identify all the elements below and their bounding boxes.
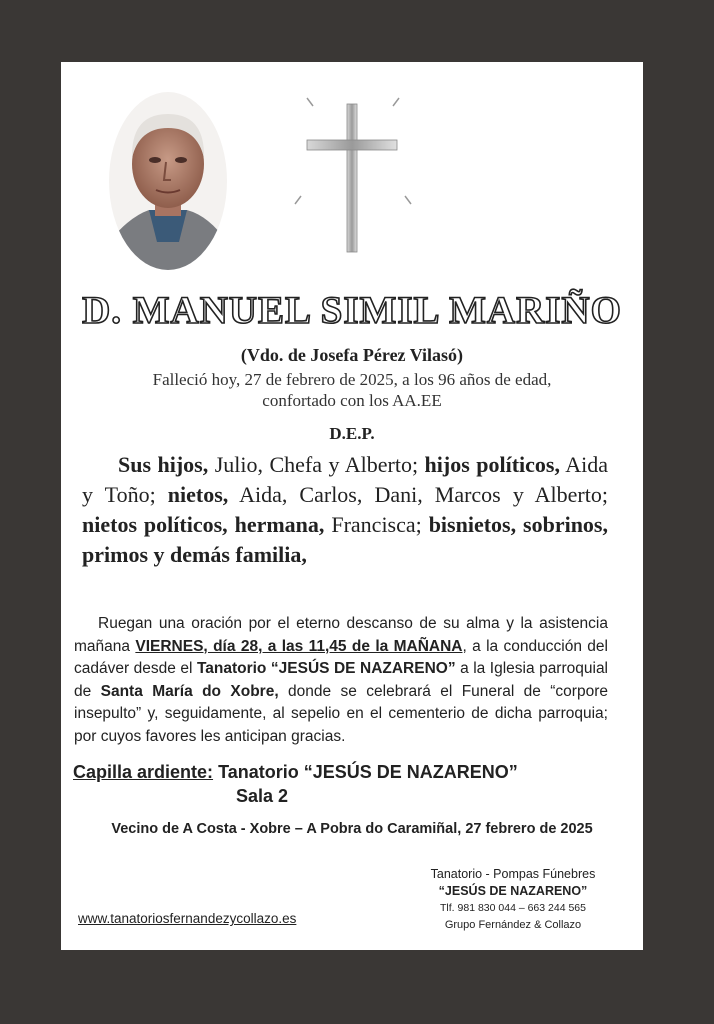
capilla-ardiente <box>73 760 613 808</box>
residence-line: Vecino de A Costa - Xobre – A Pobra do Caramiñal, 27 febrero de 2025 <box>111 821 593 837</box>
funeral-home-name: “JESÚS DE NAZARENO” <box>438 884 588 898</box>
tanatorio-name: Tanatorio “JESÚS DE NAZARENO” <box>196 660 456 677</box>
funeral-home-phones: Tlf. 981 830 044 – 663 244 565 <box>440 902 586 914</box>
church-name: Santa María do Xobre, <box>100 682 279 700</box>
family-bold: hijos políticos, <box>424 452 560 477</box>
family-text: Julio, Chefa y Alberto; <box>208 452 425 477</box>
family-bold: nietos, <box>167 482 229 507</box>
family-bold: bisnietos, sobrinos, primos y demás familia, <box>82 512 608 567</box>
prayer-text: a la Iglesia parroquial de <box>74 660 609 700</box>
death-notice <box>61 369 643 411</box>
funeral-home-title: Tanatorio - Pompas Fúnebres <box>430 867 596 881</box>
family-bold: nietos políticos, hermana, <box>82 512 325 537</box>
service-time: VIERNES, día 28, a las 11,45 de la MAÑANA <box>135 637 463 655</box>
prayer-paragraph <box>74 613 608 748</box>
capilla-value: Tanatorio “JESÚS DE NAZARENO” <box>218 762 518 782</box>
funeral-home-group: Grupo Fernández & Collazo <box>444 919 582 931</box>
death-notice-line-1: Falleció hoy, 27 de febrero de 2025, a los 96 años de edad, <box>152 370 552 389</box>
widow-of: (Vdo. de Josefa Pérez Vilasó) <box>240 345 464 365</box>
family-bold: Sus hijos, <box>118 452 209 477</box>
family-text: Aida y Toño; <box>82 452 608 507</box>
prayer-text: Ruegan una oración por el eterno descanso de su alma y la asistencia mañana <box>74 615 608 655</box>
capilla-room: Sala 2 <box>236 786 289 806</box>
death-notice-line-2: confortado con los AA.EE <box>262 391 442 410</box>
prayer-text: donde se celebrará el Funeral de “corpore insepulto” y, seguidamente, al sepelio en el cementerio de dicha parroquia; por cuyos favores les anticipan gracias. <box>74 682 608 745</box>
portrait-photo <box>109 92 227 270</box>
obituary-sheet <box>61 62 643 950</box>
cross-icon <box>293 94 413 254</box>
family-text: Francisca; <box>324 512 429 537</box>
family-paragraph <box>82 450 608 570</box>
funeral-home-block <box>407 866 619 934</box>
prayer-text: , a la conducción del cadáver desde el <box>74 637 608 677</box>
capilla-label: Capilla ardiente: <box>73 762 214 782</box>
deceased-name: D. MANUEL SIMIL MARIÑO <box>82 289 622 332</box>
family-text: Aida, Carlos, Dani, Marcos y Alberto; <box>228 482 608 507</box>
dep-label: D.E.P. <box>329 424 375 443</box>
website-link[interactable]: www.tanatoriosfernandezycollazo.es <box>78 911 297 926</box>
